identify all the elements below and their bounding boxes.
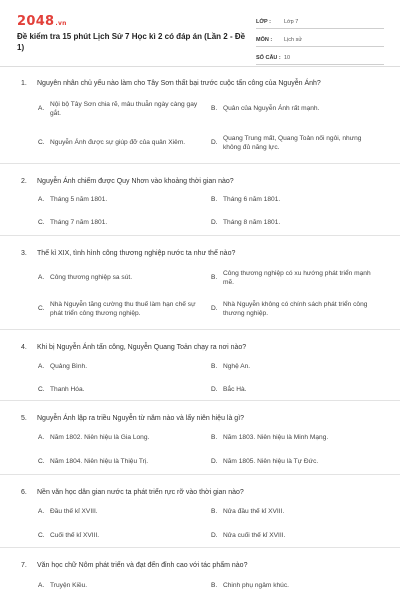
option-letter: A. (38, 363, 45, 371)
option-letter: D. (211, 458, 218, 466)
question-stem: Nguyễn Ánh chiếm được Quy Nhơn vào khoảng thời gian nào? (37, 178, 234, 185)
option-text: Quang Trung mất, Quang Toản nối ngôi, nhưng không đủ năng lực. (223, 134, 362, 151)
option-b[interactable] (211, 267, 381, 289)
option-letter: B. (211, 105, 218, 113)
option-letter: A. (38, 196, 45, 204)
option-c[interactable] (38, 384, 208, 396)
option-text: Năm 1803. Niên hiệu là Minh Mạng. (223, 434, 329, 442)
meta-label: MÔN : (256, 36, 273, 43)
question-4 (0, 330, 400, 401)
option-text: Công thương nghiệp sa sút. (50, 274, 133, 282)
option-text: Nhà Nguyễn không có chính sách phát triển công thương nghiệp. (223, 300, 368, 317)
meta-value: 10 (284, 54, 291, 61)
question-number: 3. (21, 250, 27, 257)
question-list (0, 66, 400, 608)
option-text: Tháng 7 năm 1801. (50, 219, 108, 227)
option-letter: B. (211, 274, 218, 282)
option-text: Cuối thế kỉ XVIII. (50, 532, 100, 540)
option-b[interactable] (211, 98, 381, 120)
option-c[interactable] (38, 530, 208, 542)
option-a[interactable] (38, 580, 208, 592)
question-number: 6. (21, 489, 27, 496)
question-text (21, 414, 381, 423)
meta-label: SỐ CÂU : (256, 54, 281, 61)
option-b[interactable] (211, 432, 381, 444)
option-letter: B. (211, 363, 218, 371)
question-number: 7. (21, 562, 27, 569)
option-letter: D. (211, 386, 218, 394)
option-b[interactable] (211, 194, 381, 206)
question-3 (0, 236, 400, 330)
question-7 (0, 548, 400, 608)
question-number: 5. (21, 415, 27, 422)
question-5 (0, 401, 400, 475)
option-b[interactable] (211, 361, 381, 373)
option-letter: C. (38, 532, 45, 540)
question-stem: Nền văn học dân gian nước ta phát triển rực rỡ vào thời gian nào? (37, 489, 244, 496)
meta-subject (256, 33, 384, 47)
question-text (21, 177, 381, 186)
option-text: Năm 1802. Niên hiệu là Gia Long. (50, 434, 150, 442)
question-2 (0, 164, 400, 236)
option-letter: D. (211, 305, 218, 313)
option-text: Năm 1805. Niên hiệu là Tự Đức. (223, 458, 319, 466)
meta-class (256, 15, 384, 29)
option-letter: D. (211, 139, 218, 147)
option-text: Bắc Hà. (223, 386, 247, 394)
option-a[interactable] (38, 98, 208, 120)
option-d[interactable] (211, 132, 381, 154)
option-b[interactable] (211, 580, 381, 592)
option-a[interactable] (38, 194, 208, 206)
logo-main: 2048 (17, 14, 55, 29)
option-letter: A. (38, 582, 45, 590)
option-text: Nhà Nguyễn tăng cường thu thuế làm hạn chế sự phát triển công thương nghiệp. (50, 300, 196, 317)
option-text: Quảng Bình. (50, 363, 88, 371)
question-number: 4. (21, 344, 27, 351)
question-text (21, 343, 381, 352)
option-text: Đầu thế kỉ XVIII. (50, 508, 98, 516)
question-stem: Khi bị Nguyễn Ánh tấn công, Nguyễn Quang Toản chạy ra nơi nào? (37, 344, 247, 351)
option-d[interactable] (211, 456, 381, 468)
question-number: 1. (21, 80, 27, 87)
option-letter: D. (211, 532, 218, 540)
option-letter: C. (38, 458, 45, 466)
option-letter: B. (211, 196, 218, 204)
question-stem: Nguyên nhân chủ yếu nào làm cho Tây Sơn thất bại trước cuộc tấn công của Nguyễn Ánh? (37, 80, 321, 87)
question-stem: Nguyễn Ánh lập ra triều Nguyễn từ năm nào và lấy niên hiệu là gì? (37, 415, 245, 422)
option-text: Chinh phụ ngâm khúc. (223, 582, 289, 590)
option-d[interactable] (211, 384, 381, 396)
option-text: Nửa cuối thế kỉ XVIII. (223, 532, 286, 540)
option-text: Nghệ An. (223, 363, 251, 371)
option-text: Nửa đầu thế kỉ XVIII. (223, 508, 285, 516)
question-6 (0, 475, 400, 548)
site-logo[interactable] (17, 14, 67, 29)
question-text (21, 79, 381, 88)
option-text: Thanh Hóa. (50, 386, 85, 394)
question-1 (0, 66, 400, 164)
question-text (21, 249, 381, 258)
option-text: Tháng 6 năm 1801. (223, 196, 281, 204)
option-text: Năm 1804. Niên hiệu là Thiệu Trị. (50, 458, 149, 466)
page-header (0, 0, 400, 64)
option-text: Quân của Nguyễn Ánh rất mạnh. (223, 105, 320, 113)
option-d[interactable] (211, 298, 381, 320)
question-number: 2. (21, 178, 27, 185)
option-text: Nội bộ Tây Sơn chia rẽ, mâu thuẫn ngày càng gay gắt. (50, 100, 198, 117)
option-text: Tháng 5 năm 1801. (50, 196, 108, 204)
question-stem: Văn học chữ Nôm phát triển và đạt đến đỉnh cao với tác phẩm nào? (37, 562, 248, 569)
option-letter: D. (211, 219, 218, 227)
option-c[interactable] (38, 217, 208, 229)
option-a[interactable] (38, 361, 208, 373)
page-title: Đề kiểm tra 15 phút Lịch Sử 7 Học kì 2 có đáp án (Lần 2 - Đề 1) (17, 32, 246, 52)
meta-label: LỚP : (256, 18, 271, 25)
option-text: Nguyễn Ánh được sự giúp đỡ của quân Xiêm. (50, 139, 186, 147)
option-letter: C. (38, 305, 45, 313)
option-d[interactable] (211, 530, 381, 542)
meta-question-count (256, 51, 384, 65)
question-text (21, 488, 381, 497)
option-letter: C. (38, 219, 45, 227)
option-letter: C. (38, 386, 45, 394)
option-letter: A. (38, 508, 45, 516)
option-letter: A. (38, 274, 45, 282)
option-c[interactable] (38, 298, 208, 320)
question-text (21, 561, 381, 570)
option-a[interactable] (38, 432, 208, 444)
exam-meta (256, 15, 384, 69)
option-a[interactable] (38, 267, 208, 289)
option-letter: B. (211, 434, 218, 442)
option-c[interactable] (38, 456, 208, 468)
option-letter: C. (38, 139, 45, 147)
option-letter: B. (211, 508, 218, 516)
option-letter: A. (38, 434, 45, 442)
logo-suffix: .vn (55, 20, 67, 27)
question-stem: Thế kỉ XIX, tình hình công thương nghiệp nước ta như thế nào? (37, 250, 236, 257)
option-c[interactable] (38, 132, 208, 154)
option-text: Tháng 8 năm 1801. (223, 219, 281, 227)
meta-value: Lịch sử (284, 36, 303, 43)
option-letter: A. (38, 105, 45, 113)
option-letter: B. (211, 582, 218, 590)
option-text: Công thương nghiệp có xu hướng phát triển mạnh mẽ. (223, 269, 371, 286)
option-text: Truyện Kiều. (50, 582, 88, 590)
option-b[interactable] (211, 506, 381, 518)
meta-value: Lớp 7 (284, 18, 299, 25)
option-d[interactable] (211, 217, 381, 229)
option-a[interactable] (38, 506, 208, 518)
